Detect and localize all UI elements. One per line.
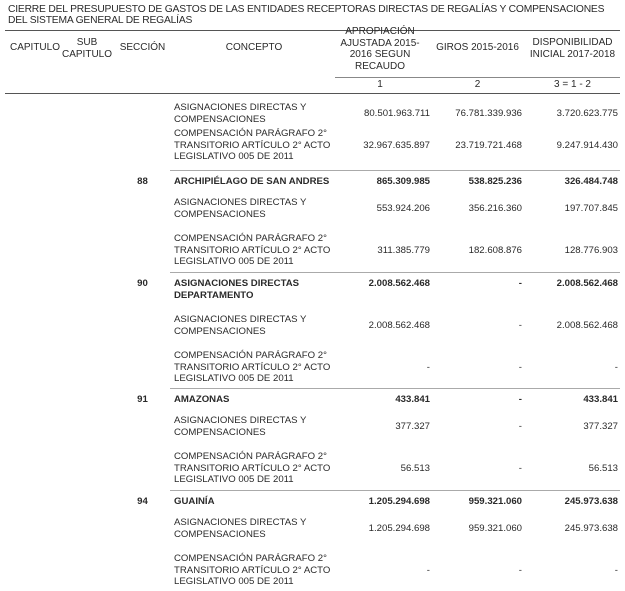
cell-concepto: ASIGNACIONES DIRECTAS DEPARTAMENTO [174, 278, 300, 301]
cell-concepto: ASIGNACIONES DIRECTAS Y COMPENSACIONES [174, 102, 307, 125]
cell-giros: 182.608.876 [468, 245, 522, 256]
cell-concepto: COMPENSACIÓN PARÁGRAFO 2° TRANSITORIO ARTÍCULO 2° ACTO LEGISLATIVO 005 DE 2011 [174, 233, 331, 267]
cell-giros: 959.321.060 [468, 496, 522, 507]
cell-concepto: ASIGNACIONES DIRECTAS Y COMPENSACIONES [174, 415, 307, 438]
cell-giros: - [518, 463, 522, 474]
cell-disponibilidad: 56.513 [588, 463, 618, 474]
cell-seccion: 90 [137, 278, 148, 289]
cell-disponibilidad: 245.973.638 [564, 496, 618, 507]
document-title: CIERRE DEL PRESUPUESTO DE GASTOS DE LAS ENTIDADES RECEPTORAS DIRECTAS DE REGALÍAS Y COMPENSACIONES DEL SISTEMA GENERAL DE REGALÍAS [8, 4, 605, 26]
cell-apropiacion: 865.309.985 [376, 176, 430, 187]
cell-disponibilidad: 326.484.748 [564, 176, 618, 187]
cell-concepto: COMPENSACIÓN PARÁGRAFO 2° TRANSITORIO ARTÍCULO 2° ACTO LEGISLATIVO 005 DE 2011 [174, 128, 331, 162]
cell-giros: 538.825.236 [468, 176, 522, 187]
cell-disponibilidad: 3.720.623.775 [556, 108, 618, 119]
cell-seccion: 94 [137, 496, 148, 507]
header-concepto: CONCEPTO [225, 42, 283, 53]
header-apropiacion: APROPIACIÓN AJUSTADA 2015-2016 SEGUN RECAUDO [340, 26, 420, 72]
cell-disponibilidad: 197.707.845 [564, 203, 618, 214]
cell-apropiacion: - [426, 362, 430, 373]
cell-seccion: 91 [137, 394, 148, 405]
header-capitulo: CAPITULO [9, 42, 60, 53]
cell-giros: - [518, 421, 522, 432]
cell-giros: - [518, 394, 522, 405]
cell-disponibilidad: 128.776.903 [564, 245, 618, 256]
cell-disponibilidad: 2.008.562.468 [556, 320, 618, 331]
cell-giros: - [518, 565, 522, 576]
divider [335, 77, 620, 78]
cell-apropiacion: 311.385.779 [377, 245, 430, 256]
cell-apropiacion: 56.513 [400, 463, 430, 474]
cell-concepto: ASIGNACIONES DIRECTAS Y COMPENSACIONES [174, 314, 307, 337]
cell-disponibilidad: 377.327 [583, 421, 618, 432]
cell-disponibilidad: - [614, 565, 618, 576]
cell-giros: 356.216.360 [468, 203, 522, 214]
divider [5, 93, 620, 94]
cell-giros: 23.719.721.468 [455, 140, 522, 151]
header-subcapitulo: SUB CAPITULO [62, 37, 113, 60]
cell-concepto: AMAZONAS [174, 394, 230, 405]
header-num-3: 3 = 1 - 2 [554, 79, 591, 90]
cell-apropiacion: 2.008.562.468 [368, 320, 430, 331]
cell-concepto: GUAINÍA [174, 496, 215, 507]
header-num-1: 1 [377, 79, 383, 90]
cell-concepto: ARCHIPIÉLAGO DE SAN ANDRES [174, 176, 330, 187]
cell-apropiacion: 377.327 [395, 421, 430, 432]
cell-apropiacion: 80.501.963.711 [364, 108, 430, 119]
header-num-2: 2 [474, 79, 481, 90]
cell-disponibilidad: 2.008.562.468 [556, 278, 618, 289]
cell-giros: 959.321.060 [468, 523, 522, 534]
header-giros: GIROS 2015-2016 [436, 42, 519, 53]
cell-apropiacion: - [426, 565, 430, 576]
cell-seccion: 88 [137, 176, 148, 187]
cell-giros: - [518, 320, 522, 331]
cell-apropiacion: 32.967.635.897 [363, 140, 430, 151]
cell-apropiacion: 1.205.294.698 [368, 523, 430, 534]
cell-concepto: ASIGNACIONES DIRECTAS Y COMPENSACIONES [174, 197, 307, 220]
cell-apropiacion: 2.008.562.468 [368, 278, 430, 289]
cell-disponibilidad: 9.247.914.430 [556, 140, 618, 151]
divider [5, 30, 620, 31]
cell-disponibilidad: - [614, 362, 618, 373]
cell-apropiacion: 553.924.206 [376, 203, 430, 214]
cell-giros: - [518, 362, 522, 373]
cell-apropiacion: 433.841 [395, 394, 430, 405]
cell-giros: 76.781.339.936 [455, 108, 522, 119]
header-seccion: SECCIÓN [119, 42, 166, 53]
cell-concepto: COMPENSACIÓN PARÁGRAFO 2° TRANSITORIO ARTÍCULO 2° ACTO LEGISLATIVO 005 DE 2011 [174, 553, 331, 587]
cell-disponibilidad: 433.841 [583, 394, 618, 405]
cell-apropiacion: 1.205.294.698 [368, 496, 430, 507]
cell-giros: - [518, 278, 522, 289]
cell-concepto: ASIGNACIONES DIRECTAS Y COMPENSACIONES [174, 517, 307, 540]
cell-disponibilidad: 245.973.638 [564, 523, 618, 534]
header-disponibilidad: DISPONIBILIDAD INICIAL 2017-2018 [529, 37, 616, 60]
cell-concepto: COMPENSACIÓN PARÁGRAFO 2° TRANSITORIO ARTÍCULO 2° ACTO LEGISLATIVO 005 DE 2011 [174, 350, 331, 384]
cell-concepto: COMPENSACIÓN PARÁGRAFO 2° TRANSITORIO ARTÍCULO 2° ACTO LEGISLATIVO 005 DE 2011 [174, 451, 331, 485]
